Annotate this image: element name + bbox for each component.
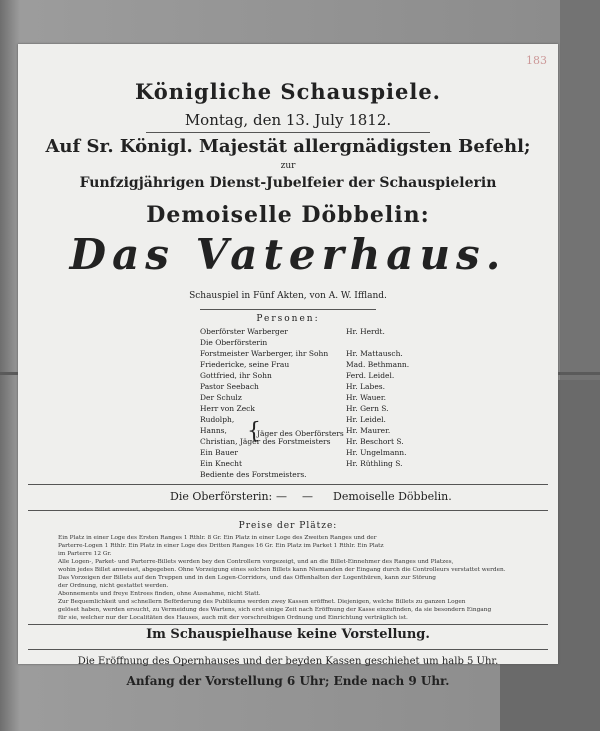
divider	[200, 309, 376, 310]
price-text: Das Vorzeigen der Billets auf den Treppen und in den Logen-Corridors, und das Offenhalten der Logenthüren, kann zur Störung	[58, 575, 436, 581]
cast-role: Oberförster Warberger	[200, 327, 288, 336]
cast-role: Herr von Zeck	[200, 404, 255, 413]
cast-role: Die Oberförsterin	[200, 338, 268, 347]
performance-date: Montag, den 13. July 1812.	[184, 111, 392, 129]
cast-role: Pastor Seebach	[200, 382, 259, 391]
price-text: Abonnements und freye Entrees finden, ohne Ausnahme, nicht Statt.	[58, 591, 261, 597]
cast-role: Der Schulz	[200, 393, 242, 402]
play-subtitle: Schauspiel in Fünf Akten, von A. W. Iffland.	[189, 291, 387, 301]
oberfoersterin-label: Die Oberförsterin:	[170, 490, 273, 503]
price-text: Ein Platz in einer Loge des Ersten Ranges 1 Rthlr. 8 Gr. Ein Platz in einer Loge des Zweiten Ranges und der	[58, 535, 377, 541]
cast-role: Gottfried, ihr Sohn	[200, 371, 272, 380]
divider	[28, 484, 548, 485]
cast-actor: Hr. Leidel.	[346, 415, 386, 424]
oberfoersterin-actress: Demoiselle Döbbelin.	[333, 490, 452, 503]
cast-heading: Personen:	[256, 314, 320, 324]
divider	[146, 132, 430, 133]
dash: —	[276, 490, 287, 503]
play-title: Das Vaterhaus.	[69, 230, 507, 279]
price-text: für sie, welcher nur der Localitäten des Hauses, auch mit der vorschreibigen Ordnung und Einrichtung verträglich ist.	[58, 615, 408, 621]
cast-role: Rudolph,	[200, 415, 235, 424]
price-text: Zur Bequemlichkeit und schnellern Beförderung des Publikums werden zwey Kassen eröffnet. Diejenigen, welche Billets zu ganzen Logen	[58, 599, 466, 605]
divider	[28, 510, 548, 511]
opening-time: Die Eröffnung des Opernhauses und der beyden Kassen geschiehet um halb 5 Uhr.	[77, 656, 499, 667]
price-text: wohin jedes Billet anweiset, abgegeben. Ohne Vorzeigung eines solchen Billets kann Niemanden der Eingang durch die Controlleurs verstattet werden.	[58, 567, 506, 573]
cast-role: Ein Bauer	[200, 448, 238, 457]
price-text: Alle Logen-, Parket- und Parterre-Billets werden bey den Controllern vorgezeigt, und an die Billet-Einnehmer des Ranges und Platzes,	[58, 559, 454, 565]
playbill-sheet	[18, 44, 558, 688]
cast-actor: Hr. Labes.	[346, 382, 385, 391]
cast-actor: Hr. Wauer.	[346, 393, 387, 402]
brace-glyph: {	[247, 419, 261, 444]
cast-actor: Mad. Bethmann.	[346, 360, 410, 369]
cast-actor: Hr. Mattausch.	[346, 349, 403, 358]
jaeger-note: Jäger des Oberförsters	[257, 429, 344, 438]
cast-role: Friedericke, seine Frau	[200, 360, 290, 369]
price-text: gelöset haben, werden ersucht, zu Vermeidung des Wartens, sich erst einige Zeit nach Eröffnung der Kasse einzufinden, da sie besondern Eingang	[58, 607, 492, 613]
prices-heading: Preise der Plätze:	[238, 521, 338, 531]
cast-actor: Hr. Beschort S.	[346, 437, 404, 446]
cast-actor: Hr. Ungelmann.	[346, 448, 407, 457]
start-end-time: Anfang der Vorstellung 6 Uhr; Ende nach 9 Uhr.	[126, 674, 450, 688]
cast-actor: Hr. Herdt.	[346, 327, 385, 336]
price-text: Parterre-Logen 1 Rthlr. Ein Platz in einer Loge des Dritten Ranges 16 Gr. Ein Platz im Parket 1 Rthlr. Ein Platz	[58, 543, 384, 549]
cast-actor: Ferd. Leidel.	[346, 371, 395, 380]
cast-role: Bediente des Forstmeisters.	[200, 470, 307, 479]
royal-command: Auf Sr. Königl. Majestät allergnädigsten Befehl;	[45, 136, 531, 157]
cast-actor: Hr. Maurer.	[346, 426, 391, 435]
honoree-name: Demoiselle Döbbelin:	[146, 202, 430, 228]
cast-actor: Hr. Gern S.	[346, 404, 389, 413]
cast-role: Forstmeister Warberger, ihr Sohn	[200, 349, 329, 358]
price-text: der Ordnung, nicht gestattet werden.	[58, 583, 169, 589]
cast-actor: Hr. Rüthling S.	[346, 459, 403, 468]
archive-number: 183	[526, 54, 547, 67]
cast-role: Christian, Jäger des Forstmeisters	[200, 437, 331, 446]
occasion-zur: zur	[280, 161, 296, 171]
dash: —	[302, 490, 313, 503]
cast-role: Ein Knecht	[200, 459, 243, 468]
divider	[28, 649, 548, 650]
cast-role: Hanns,	[200, 426, 227, 435]
divider	[28, 624, 548, 625]
theatre-title: Königliche Schauspiele.	[135, 79, 441, 104]
price-text: im Parterre 12 Gr.	[58, 551, 112, 557]
no-performance-notice: Im Schauspielhause keine Vorstellung.	[146, 627, 430, 642]
jubilee-line: Funfzigjährigen Dienst-Jubelfeier der Schauspielerin	[79, 175, 497, 191]
